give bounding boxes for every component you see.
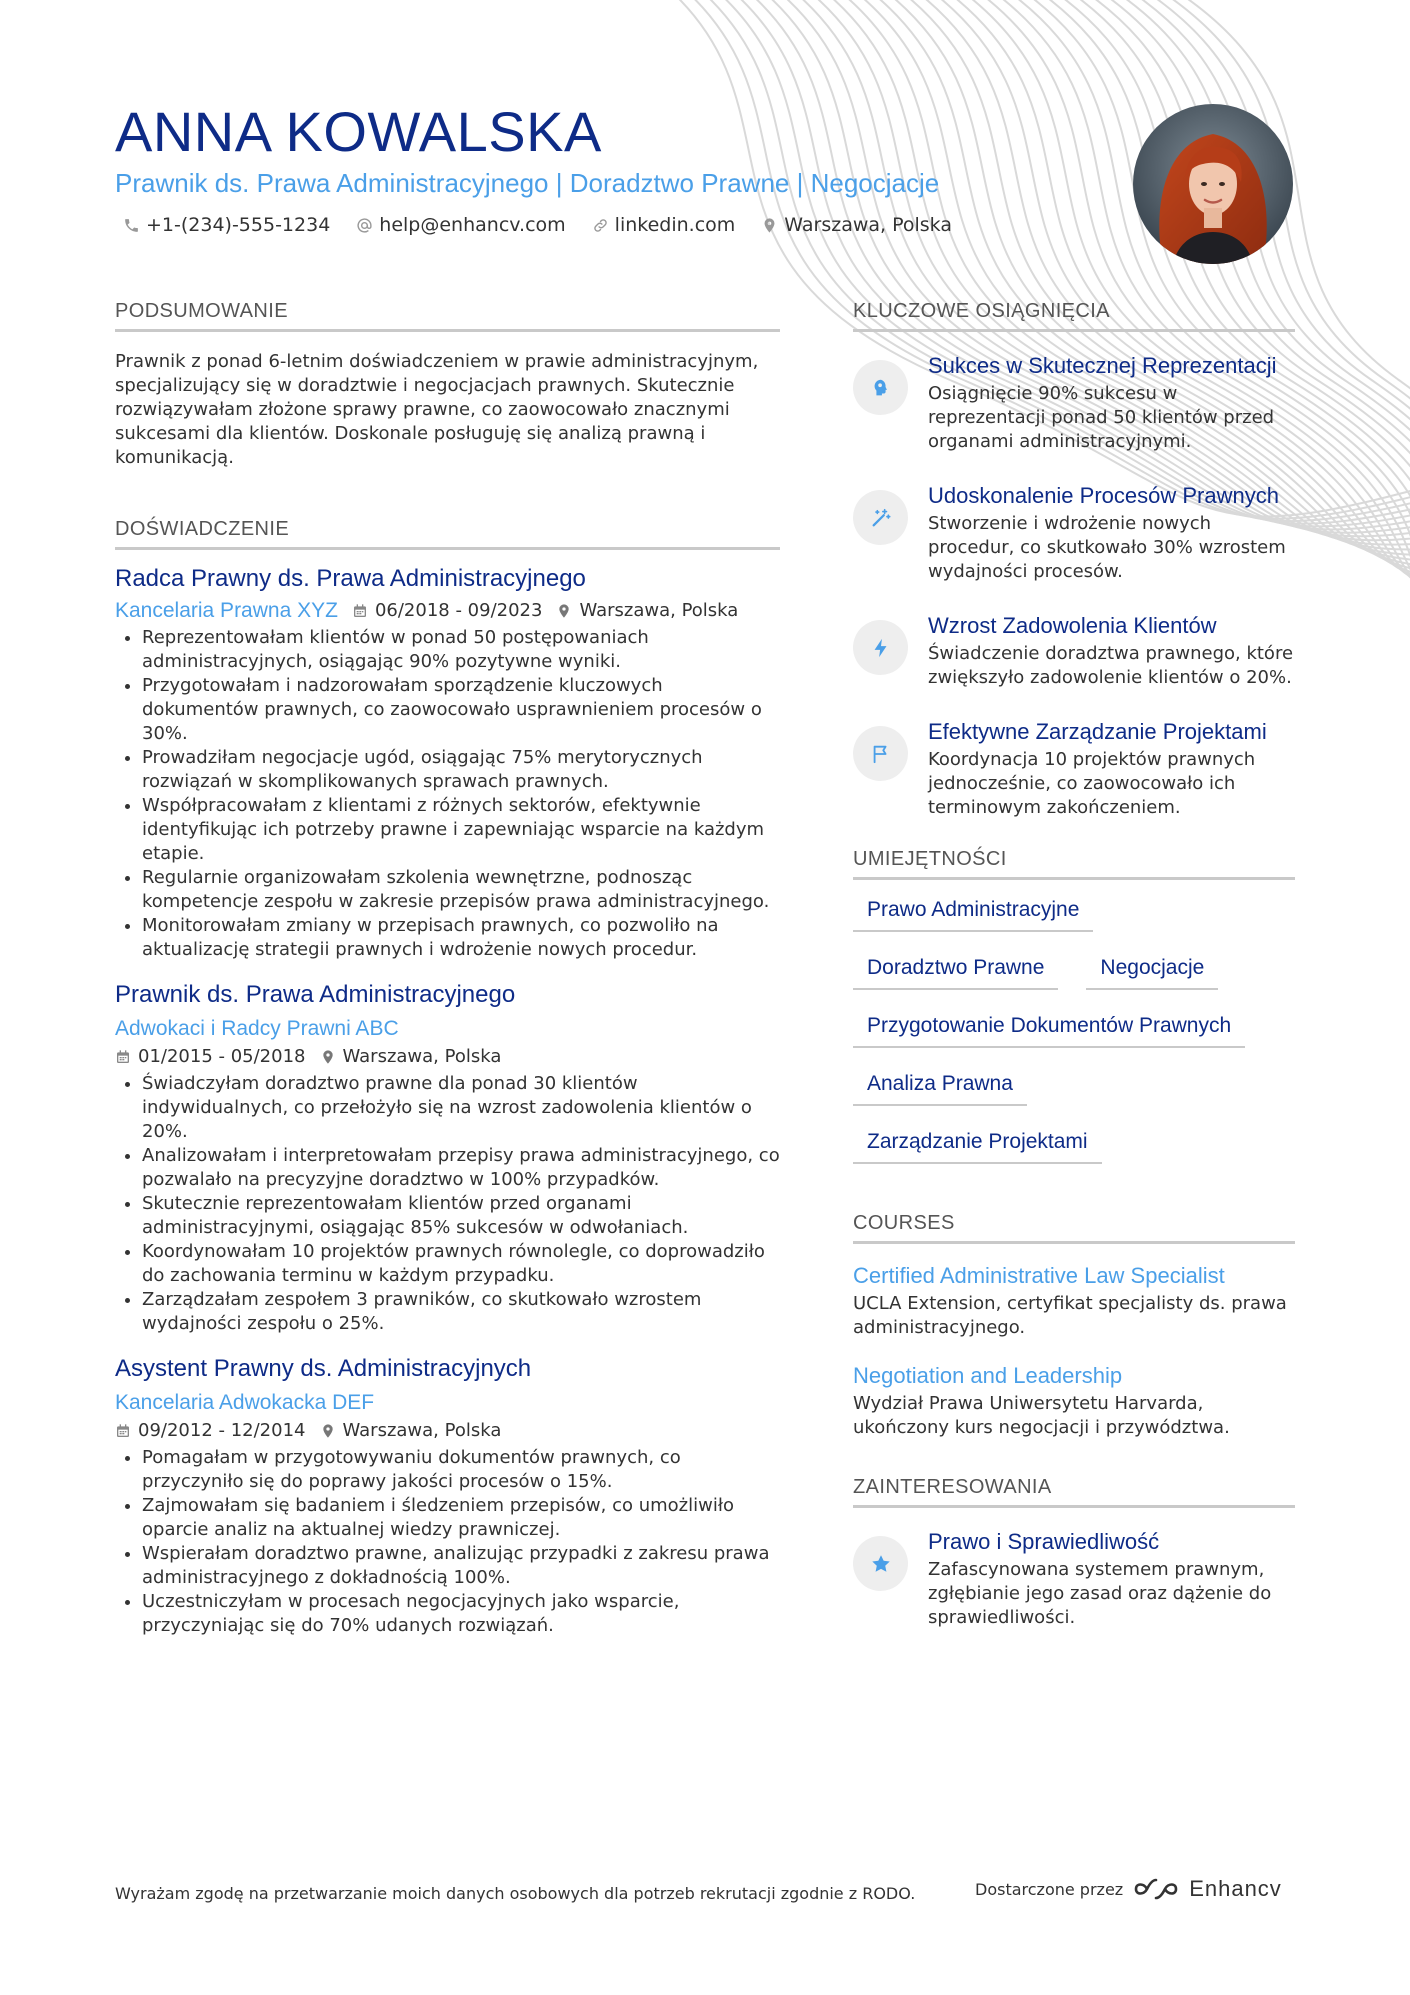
course-item (853, 1262, 1295, 1340)
skill-tag: Negocjacje (1086, 948, 1218, 990)
section-title-skills: UMIEJĘTNOŚCI (853, 848, 1295, 880)
location-text: Warszawa, Polska (342, 1420, 502, 1441)
dates-text: 09/2012 - 12/2014 (138, 1420, 306, 1441)
summary-text: Prawnik z ponad 6-letnim doświadczeniem w prawie administracyjnym, specjalizujący się w doradztwie i negocjacjach prawnych. Skutecznie rozwiązywałam złożone sprawy prawne, co zaowocowało znacznymi sukcesami dla klientów. Doskonale posługuję się analizą prawną i komunikacją. (115, 351, 759, 468)
interest-title: Prawo i Sprawiedliwość (928, 1529, 1160, 1554)
job-title: Prawnik ds. Prawa Administracyjnego (115, 981, 516, 1008)
bullet-item: • Reprezentowałam klientów w ponad 50 postępowaniach administracyjnych, osiągając 90% pozytywne wyniki. (142, 626, 780, 674)
map-pin-icon (761, 217, 778, 234)
achievement-item (853, 352, 1295, 454)
powered-by-label: Dostarczone przez (975, 1879, 1124, 1899)
job-meta (115, 598, 780, 624)
dates-text: 06/2018 - 09/2023 (374, 600, 543, 621)
bullet-item: • Świadczyłam doradztwo prawne dla ponad 30 klientów indywidualnych, co przełożyło się na wzrost zadowolenia klientów o 20%. (142, 1072, 780, 1144)
bullet-item: • Monitorowałam zmiany w przepisach prawnych, co pozwoliło na aktualizację strategii prawnych i wdrożenie nowych procedur. (142, 914, 780, 962)
star-icon (853, 1536, 908, 1591)
dates-text: 01/2015 - 05/2018 (138, 1046, 306, 1067)
interest-item (853, 1528, 1295, 1630)
calendar-icon (115, 1423, 131, 1439)
skill-tag: Przygotowanie Dokumentów Prawnych (853, 1006, 1245, 1048)
section-title-courses: COURSES (853, 1212, 1295, 1244)
job-dates (115, 1044, 306, 1070)
job-location (320, 1044, 502, 1070)
summary-section (115, 300, 780, 470)
footer-branding[interactable] (975, 1876, 1282, 1902)
company-name: Kancelaria Prawna XYZ (115, 599, 338, 622)
linkedin-text: linkedin.com (614, 214, 736, 236)
brand-name: Enhancv (1189, 1876, 1282, 1901)
at-icon (356, 217, 373, 234)
contact-bar (123, 214, 952, 236)
course-item (853, 1362, 1295, 1440)
right-column (853, 300, 1295, 1658)
achievement-title: Sukces w Skutecznej Reprezentacji (928, 353, 1277, 378)
contact-location (761, 214, 952, 236)
achievement-desc: Osiągnięcie 90% sukcesu w reprezentacji ponad 50 klientów przed organami administracyjnymi. (928, 383, 1275, 452)
lightning-icon (853, 620, 908, 675)
enhancv-logo-icon (1133, 1876, 1179, 1902)
bullet-item: • Regularnie organizowałam szkolenia wewnętrzne, podnosząc kompetencje zespołu w zakresie przepisów prawa administracyjnego. (142, 866, 780, 914)
interests-section (853, 1476, 1295, 1630)
job-entry (115, 564, 780, 962)
job-bullets (115, 626, 780, 962)
achievement-desc: Świadczenie doradztwa prawnego, które zwiększyło zadowolenie klientów o 20%. (928, 643, 1294, 688)
bullet-item: • Pomagałam w przygotowywaniu dokumentów prawnych, co przyczyniło się do poprawy jakości procesów o 15%. (142, 1446, 780, 1494)
calendar-icon (115, 1049, 131, 1065)
bullet-item: • Przygotowałam i nadzorowałam sporządzenie kluczowych dokumentów prawnych, co zaowocowało usprawnieniem procesów o 30%. (142, 674, 780, 746)
company-name: Kancelaria Adwokacka DEF (115, 1391, 375, 1414)
bullet-item: • Uczestniczyłam w procesach negocjacyjnych jako wsparcie, przyczyniając się do 70% udanych rozwiązań. (142, 1590, 780, 1638)
job-dates (115, 1418, 306, 1444)
section-title-achievements: KLUCZOWE OSIĄGNIĘCIA (853, 300, 1295, 332)
skills-list (853, 890, 1295, 1164)
experience-section (115, 518, 780, 1638)
contact-linkedin[interactable] (592, 214, 736, 236)
achievements-section (853, 300, 1295, 820)
bullet-item: • Prowadziłam negocjacje ugód, osiągając 75% merytorycznych rozwiązań w skomplikowanych sprawach prawnych. (142, 746, 780, 794)
location-text: Warszawa, Polska (342, 1046, 502, 1067)
job-entry (115, 1354, 780, 1638)
course-title: Negotiation and Leadership (853, 1363, 1123, 1388)
email-text: help@enhancv.com (379, 214, 566, 236)
map-pin-icon (320, 1049, 336, 1065)
contact-phone[interactable] (123, 214, 330, 236)
job-bullets (115, 1446, 780, 1638)
achievement-item (853, 612, 1295, 690)
achievement-desc: Koordynacja 10 projektów prawnych jednocześnie, co zaowocowało ich terminowym zakończeniem. (928, 749, 1256, 818)
phone-text: +1-(234)-555-1234 (146, 214, 331, 236)
candidate-name: ANNA KOWALSKA (115, 100, 602, 163)
job-location (320, 1418, 502, 1444)
achievement-title: Wzrost Zadowolenia Klientów (928, 613, 1217, 638)
job-meta (115, 1418, 780, 1444)
job-bullets (115, 1072, 780, 1336)
job-entry (115, 980, 780, 1336)
job-title: Asystent Prawny ds. Administracyjnych (115, 1355, 532, 1382)
bullet-item: • Współpracowałam z klientami z różnych sektorów, efektywnie identyfikując ich potrzeby prawne i zapewniając wsparcie na każdym etapie. (142, 794, 780, 866)
course-desc: UCLA Extension, certyfikat specjalisty ds. prawa administracyjnego. (853, 1293, 1287, 1338)
left-column (115, 300, 780, 1656)
achievement-title: Udoskonalenie Procesów Prawnych (928, 483, 1279, 508)
section-title-summary: PODSUMOWANIE (115, 300, 780, 332)
map-pin-icon (556, 603, 572, 619)
link-icon (592, 217, 609, 234)
courses-section (853, 1212, 1295, 1440)
achievement-desc: Stworzenie i wdrożenie nowych procedur, co skutkowało 30% wzrostem wydajności procesów. (928, 513, 1286, 582)
brain-icon (853, 360, 908, 415)
calendar-icon (352, 603, 368, 619)
skills-section (853, 848, 1295, 1164)
profile-photo (1133, 104, 1293, 264)
interest-desc: Zafascynowana systemem prawnym, zgłębianie jego zasad oraz dążenie do sprawiedliwości. (928, 1559, 1272, 1628)
bullet-item: • Skutecznie reprezentowałam klientów przed organami administracyjnymi, osiągając 85% sukcesów w odwołaniach. (142, 1192, 780, 1240)
bullet-item: • Wspierałam doradztwo prawne, analizując przypadki z zakresu prawa administracyjnego z dokładnością 100%. (142, 1542, 780, 1590)
skill-tag: Zarządzanie Projektami (853, 1122, 1102, 1164)
bullet-item: • Analizowałam i interpretowałam przepisy prawa administracyjnego, co pozwalało na precyzyjne doradztwo w 100% przypadków. (142, 1144, 780, 1192)
bullet-item: • Zajmowałam się badaniem i śledzeniem przepisów, co umożliwiło oparcie analiz na aktualnej wiedzy prawniczej. (142, 1494, 780, 1542)
job-title: Radca Prawny ds. Prawa Administracyjnego (115, 565, 586, 592)
bullet-item: • Koordynowałam 10 projektów prawnych równolegle, co doprowadziło do zachowania terminu w każdym przypadku. (142, 1240, 780, 1288)
magic-wand-icon (853, 490, 908, 545)
map-pin-icon (320, 1423, 336, 1439)
headline: Prawnik ds. Prawa Administracyjnego | Doradztwo Prawne | Negocjacje (115, 168, 940, 198)
job-meta (115, 1044, 780, 1070)
achievement-title: Efektywne Zarządzanie Projektami (928, 719, 1267, 744)
location-text: Warszawa, Polska (579, 600, 739, 621)
job-location (556, 598, 738, 624)
contact-email[interactable] (356, 214, 565, 236)
phone-icon (123, 217, 140, 234)
consent-note: Wyrażam zgodę na przetwarzanie moich danych osobowych dla potrzeb rekrutacji zgodnie z RODO. (115, 1884, 916, 1903)
course-desc: Wydział Prawa Uniwersytetu Harvarda, ukończony kurs negocjacji i przywództwa. (853, 1393, 1230, 1438)
flag-icon (853, 726, 908, 781)
job-dates (352, 598, 543, 624)
achievement-item (853, 482, 1295, 584)
section-title-interests: ZAINTERESOWANIA (853, 1476, 1295, 1508)
skill-tag: Doradztwo Prawne (853, 948, 1058, 990)
skill-tag: Prawo Administracyjne (853, 890, 1093, 932)
bullet-item: • Zarządzałam zespołem 3 prawników, co skutkowało wzrostem wydajności zespołu o 25%. (142, 1288, 780, 1336)
achievement-item (853, 718, 1295, 820)
skill-tag: Analiza Prawna (853, 1064, 1027, 1106)
section-title-experience: DOŚWIADCZENIE (115, 518, 780, 550)
course-title: Certified Administrative Law Specialist (853, 1263, 1225, 1288)
location-text: Warszawa, Polska (784, 214, 952, 236)
company-name: Adwokaci i Radcy Prawni ABC (115, 1017, 399, 1040)
